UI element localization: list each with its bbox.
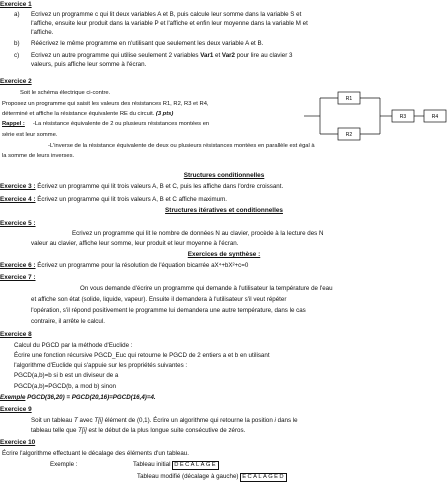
ex2-rappel-line1: Rappel : -La résistance équivalente de 2 ou plusieurs résistances montées en bbox=[2, 121, 210, 127]
ex4-title: Exercice 4 : bbox=[0, 196, 36, 203]
ex10-initial-row: Tableau initial DECALAGE bbox=[133, 461, 218, 468]
ex9-line2: tableau telle que T[i] est le début de la plus longue suite consécutive de zéros. bbox=[31, 427, 246, 434]
ex2-line3: déterminé et affiche la résistance équivalente RE du circuit. (3 pts) bbox=[2, 111, 174, 117]
ex3-title: Exercice 3 : bbox=[0, 183, 36, 190]
ex8-example: Exemple PGCD(36,20) = PGCD(20,16)=PGCD(16,4)=4. bbox=[0, 394, 156, 401]
ex10-title: Exercice 10 bbox=[0, 439, 36, 446]
ex1-b-line1: Réécrivez le même programme en n'utilisant que seulement les deux variable A et B. bbox=[31, 40, 264, 47]
ex2-rappel-line3: -L'inverse de la résistance équivalente de deux ou plusieurs résistances montées en parallèle est égal à bbox=[48, 143, 315, 149]
ex8-line3: l'algorithme d'Euclide qui s'appuie sur les propriétés suivantes : bbox=[14, 362, 188, 369]
ex2-rappel-line2: série est leur somme. bbox=[2, 132, 58, 138]
ex2-line1: Soit le schéma électrique ci-contre. bbox=[20, 90, 111, 96]
ex8-line1: Calcul du PGCD par la méthode d'Euclide : bbox=[14, 342, 133, 349]
section-iteratives: Structures itératives et conditionnelles bbox=[165, 207, 283, 214]
ex6-title: Exercice 6 : bbox=[0, 262, 36, 269]
section-synthese: Exercices de synthèse : bbox=[187, 251, 261, 258]
ex1-c-line2: valeurs, puis affiche leur somme à l'écran. bbox=[31, 61, 147, 68]
ex1-a-line1: Ecrivez un programme c qui lit deux variables A et B, puis calcule leur somme dans la variable S et bbox=[31, 11, 302, 18]
ex1-a-letter: a) bbox=[14, 11, 20, 18]
ex2-rappel-line4: la somme de leurs inverses. bbox=[2, 153, 75, 159]
ex2-title: Exercice 2 bbox=[0, 78, 32, 85]
ex4-line: Exercice 4 : Écrivez un programme qui lit trois valeurs A, B et C affiche maximum. bbox=[0, 196, 227, 203]
ex7-title: Exercice 7 : bbox=[0, 274, 36, 281]
ex8-line4: PGCD(a,b)=b si b est un diviseur de a bbox=[14, 372, 119, 379]
ex2-line2: Proposez un programme qui saisit les valeurs des résistances R1, R2, R3 et R4, bbox=[2, 101, 209, 107]
ex10-line1: Écrire l'algorithme effectuant le décalage des éléments d'un tableau. bbox=[2, 450, 189, 457]
ex1-title: Exercice 1 bbox=[0, 1, 32, 8]
ex9-line1: Soit un tableau T avec T[i] élément de (0,1). Écrire un algorithme qui retourne la position i dans le bbox=[31, 417, 298, 424]
modified-array-box: ECALAGED bbox=[242, 474, 285, 480]
ex7-line4: contraire, il arrête le calcul. bbox=[31, 318, 105, 325]
ex5-line2: valeur au clavier, affiche leur somme, leur produit et leur moyenne à l'écran. bbox=[31, 240, 239, 247]
ex3-line: Exercice 3 : Écrivez un programme qui lit trois valeurs A, B et C, puis les affiche dans l'ordre croissant. bbox=[0, 183, 284, 190]
ex7-line1: On vous demande d'écrire un programme qui demande à l'utilisateur la température de l'eau bbox=[80, 285, 333, 292]
ex1-c-letter: c) bbox=[14, 52, 20, 59]
ex1-c-line1: Ecrivez un autre programme qui utilise seulement 2 variables Var1 et Var2 pour lire au clavier 3 bbox=[31, 52, 293, 59]
ex8-title: Exercice 8 bbox=[0, 331, 32, 338]
r2-label: R2 bbox=[345, 132, 353, 138]
ex5-title: Exercice 5 : bbox=[0, 220, 36, 227]
r3-label: R3 bbox=[399, 114, 407, 120]
r1-label: R1 bbox=[345, 96, 353, 102]
ex10-modified-row: Tableau modifié (décalage à gauche) ECALAGED bbox=[137, 473, 285, 480]
initial-array-box: DECALAGE bbox=[174, 462, 218, 468]
ex1-a-line2: l'affiche, ensuite leur produit dans la variable P et l'affiche et enfin leur moyenne dans la variable M et bbox=[31, 20, 308, 27]
ex6-line: Exercice 6 : Écrivez un programme pour la résolution de l'équation bicarrée aX⁴+bX²+c=0 bbox=[0, 262, 249, 269]
ex7-line3: l'opération, s'il répond positivement le programme lui demandera une autre température, dans le cas bbox=[31, 307, 306, 314]
ex10-example-label: Exemple : bbox=[50, 461, 78, 468]
ex7-line2: et affiche son état (solide, liquide, vapeur). Ensuite il demandera à l'utilisateur s'il veut répéter bbox=[31, 296, 287, 303]
rappel-label: Rappel : bbox=[2, 121, 25, 127]
resistor-circuit-diagram bbox=[300, 86, 448, 148]
ex1-b-letter: b) bbox=[14, 40, 20, 47]
ex1-a-line3: l'affiche. bbox=[31, 29, 54, 36]
ex9-title: Exercice 9 bbox=[0, 406, 32, 413]
ex8-line5: PGCD(a,b)=PGCD(b, a mod b) sinon bbox=[14, 383, 116, 390]
ex8-example-label: Exemple bbox=[0, 394, 26, 401]
ex8-line2: Écrire une fonction récursive PGCD_Euc qui retourne le PGCD de 2 entiers a et b en utilisant bbox=[14, 352, 270, 359]
r4-label: R4 bbox=[431, 114, 439, 120]
section-conditionnelles: Structures conditionnelles bbox=[183, 172, 265, 179]
ex5-line1: Ecrivez un programme qui lit le nombre de données N au clavier, procède à la lecture des N bbox=[72, 230, 324, 237]
